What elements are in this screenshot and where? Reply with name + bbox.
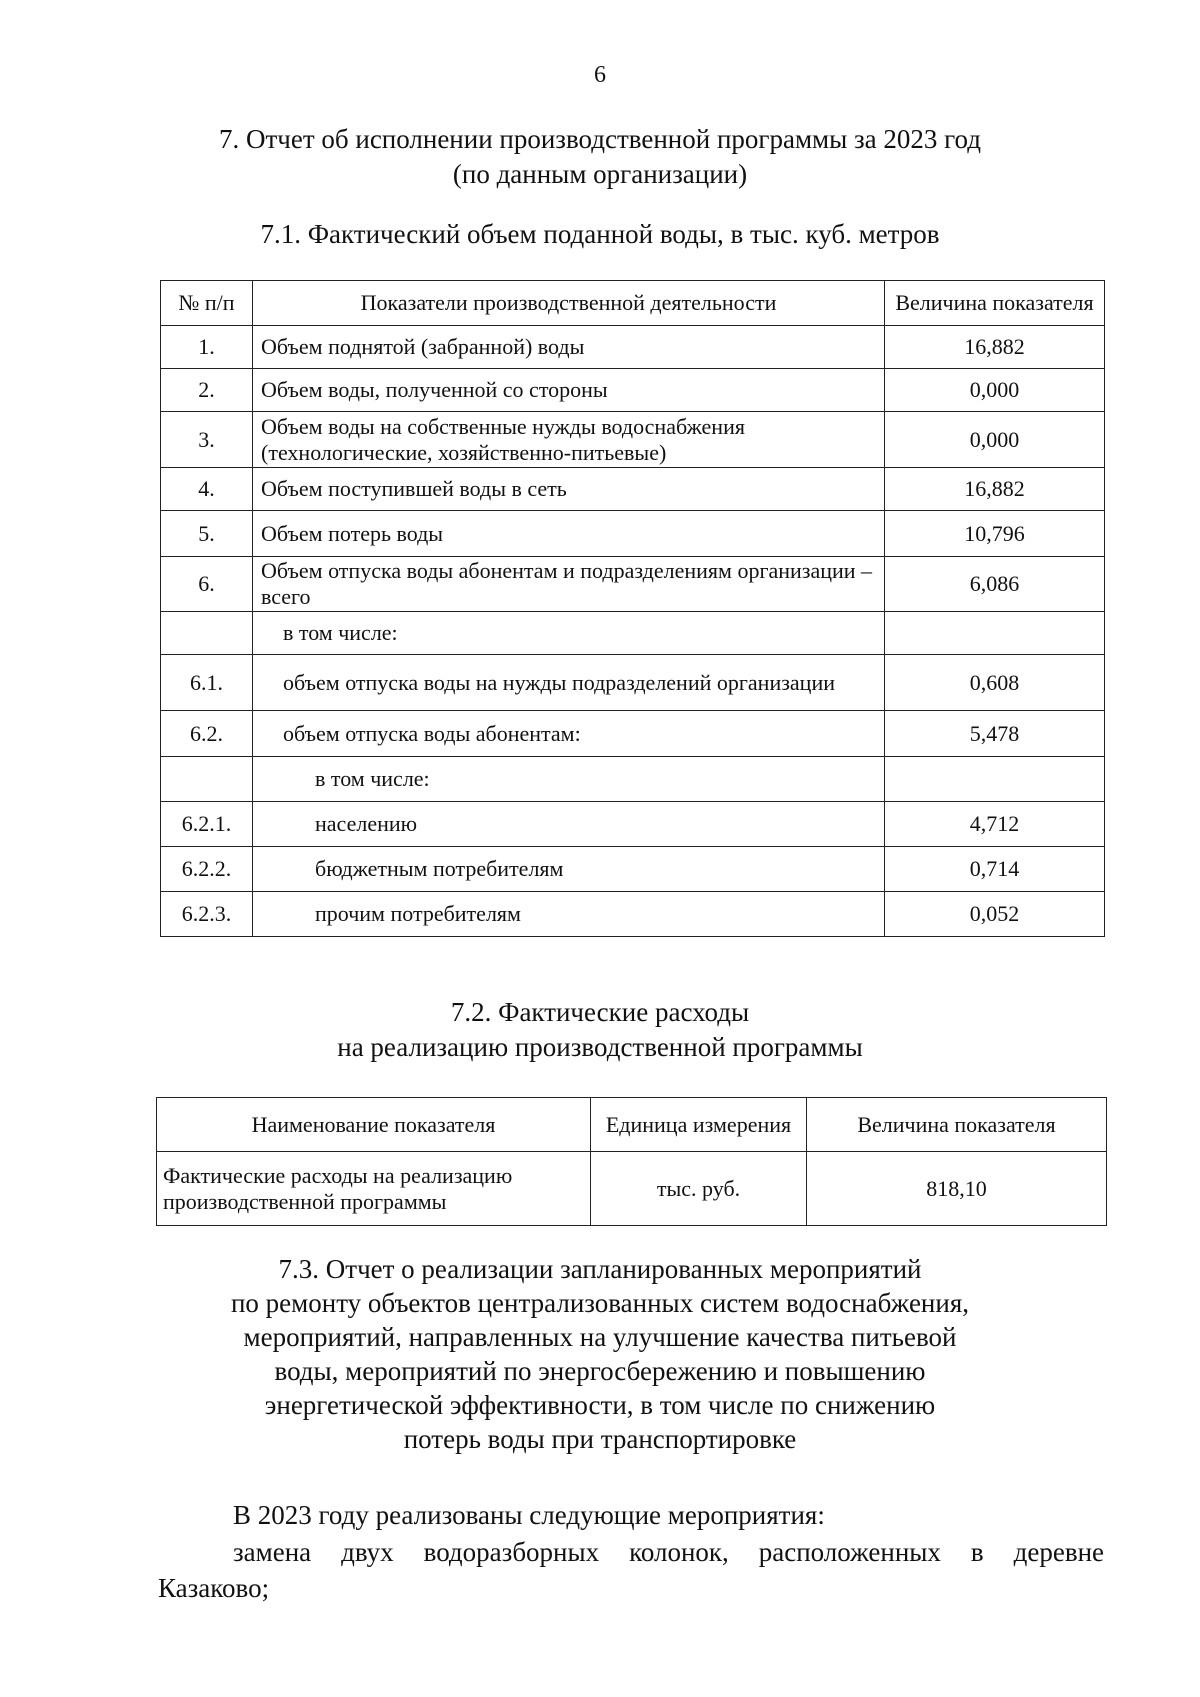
row-indicator: Объем поступившей воды в сеть xyxy=(253,468,885,511)
table-row xyxy=(161,612,1105,655)
row-value: 4,712 xyxy=(885,802,1105,847)
row-indicator: Объем воды на собственные нужды водоснабжения (технологические, хозяйственно-питьевые) xyxy=(253,412,885,468)
table-header-row xyxy=(157,1098,1107,1152)
section-7-1-title: 7.1. Фактический объем поданной воды, в тыс. куб. метров xyxy=(260,219,940,249)
row-number: 1. xyxy=(161,326,253,369)
row-value xyxy=(885,757,1105,802)
table-row xyxy=(161,412,1105,468)
row-indicator: бюджетным потребителям xyxy=(253,847,885,892)
table-row xyxy=(161,557,1105,612)
row-value: 0,714 xyxy=(885,847,1105,892)
section-7-2-title-line1: 7.2. Фактические расходы xyxy=(450,997,750,1027)
row-indicator: в том числе: xyxy=(253,612,885,655)
row-number: 6.2.3. xyxy=(161,892,253,937)
row-indicator: Объем отпуска воды абонентам и подразделениям организации – всего xyxy=(253,557,885,612)
header-value: Величина показателя xyxy=(885,281,1105,326)
header-number: № п/п xyxy=(161,281,253,326)
row-indicator: населению xyxy=(253,802,885,847)
section-7-3-title-line: энергетической эффективности, в том числе по снижению xyxy=(264,1390,936,1420)
row-indicator: Объем поднятой (забранной) воды xyxy=(253,326,885,369)
row-number xyxy=(161,757,253,802)
row-number: 6.2.1. xyxy=(161,802,253,847)
table-row xyxy=(161,326,1105,369)
row-value: 0,608 xyxy=(885,655,1105,711)
section-7-3-title-line: по ремонту объектов централизованных систем водоснабжения, xyxy=(230,1288,970,1318)
row-number xyxy=(161,612,253,655)
activities-intro-paragraph: В 2023 году реализованы следующие мероприятия: xyxy=(233,1500,825,1530)
row-number: 3. xyxy=(161,412,253,468)
section-7-2-title xyxy=(0,995,1200,1065)
row-value: 818,10 xyxy=(807,1152,1107,1226)
row-value: 10,796 xyxy=(885,511,1105,557)
activities-item-line2: Казаково; xyxy=(158,1573,270,1603)
row-indicator: Фактические расходы на реализацию производственной программы xyxy=(157,1152,591,1226)
activities-item-paragraph xyxy=(158,1534,1104,1606)
section-7-title-line1: 7. Отчет об исполнении производственной программы за 2023 год xyxy=(218,124,982,154)
header-value: Величина показателя xyxy=(807,1098,1107,1152)
row-number: 5. xyxy=(161,511,253,557)
section-7-3-title-line: воды, мероприятий по энергосбережению и повышению xyxy=(274,1356,926,1386)
row-value: 16,882 xyxy=(885,468,1105,511)
row-indicator: Объем потерь воды xyxy=(253,511,885,557)
row-number: 4. xyxy=(161,468,253,511)
table-row xyxy=(161,511,1105,557)
section-7-title-line2: (по данным организации) xyxy=(452,159,748,189)
row-indicator: в том числе: xyxy=(253,757,885,802)
row-number: 6.1. xyxy=(161,655,253,711)
row-value: 0,052 xyxy=(885,892,1105,937)
row-number: 6.2. xyxy=(161,711,253,757)
row-value: 5,478 xyxy=(885,711,1105,757)
row-value: 0,000 xyxy=(885,412,1105,468)
table-row xyxy=(161,892,1105,937)
row-indicator: объем отпуска воды абонентам: xyxy=(253,711,885,757)
table-row xyxy=(161,369,1105,412)
row-indicator: Объем воды, полученной со стороны xyxy=(253,369,885,412)
header-indicator: Показатели производственной деятельности xyxy=(253,281,885,326)
row-number: 2. xyxy=(161,369,253,412)
table-row xyxy=(161,711,1105,757)
table-header-row xyxy=(161,281,1105,326)
expenses-table xyxy=(156,1097,1107,1226)
row-value xyxy=(885,612,1105,655)
row-value: 16,882 xyxy=(885,326,1105,369)
table-row xyxy=(161,468,1105,511)
section-7-3-title xyxy=(0,1252,1200,1456)
section-7-3-title-line: потерь воды при транспортировке xyxy=(403,1424,797,1454)
row-number: 6. xyxy=(161,557,253,612)
section-7-3-title-line: 7.3. Отчет о реализации запланированных мероприятий xyxy=(278,1254,922,1284)
row-indicator: объем отпуска воды на нужды подразделений организации xyxy=(253,655,885,711)
table-row xyxy=(161,847,1105,892)
header-indicator-name: Наименование показателя xyxy=(157,1098,591,1152)
row-indicator: прочим потребителям xyxy=(253,892,885,937)
table-row xyxy=(161,757,1105,802)
header-unit: Единица измерения xyxy=(591,1098,807,1152)
table-row xyxy=(161,802,1105,847)
table-row xyxy=(157,1152,1107,1226)
row-number: 6.2.2. xyxy=(161,847,253,892)
water-volume-table xyxy=(160,280,1105,937)
table-row xyxy=(161,655,1105,711)
row-unit: тыс. руб. xyxy=(591,1152,807,1226)
page-number: 6 xyxy=(594,62,606,88)
section-7-3-title-line: мероприятий, направленных на улучшение качества питьевой xyxy=(243,1322,957,1352)
row-value: 0,000 xyxy=(885,369,1105,412)
activities-item-line1: замена двух водоразборных колонок, расположенных в деревне xyxy=(233,1537,1104,1567)
section-7-title xyxy=(0,122,1200,192)
section-7-2-title-line2: на реализацию производственной программы xyxy=(337,1032,863,1062)
row-value: 6,086 xyxy=(885,557,1105,612)
